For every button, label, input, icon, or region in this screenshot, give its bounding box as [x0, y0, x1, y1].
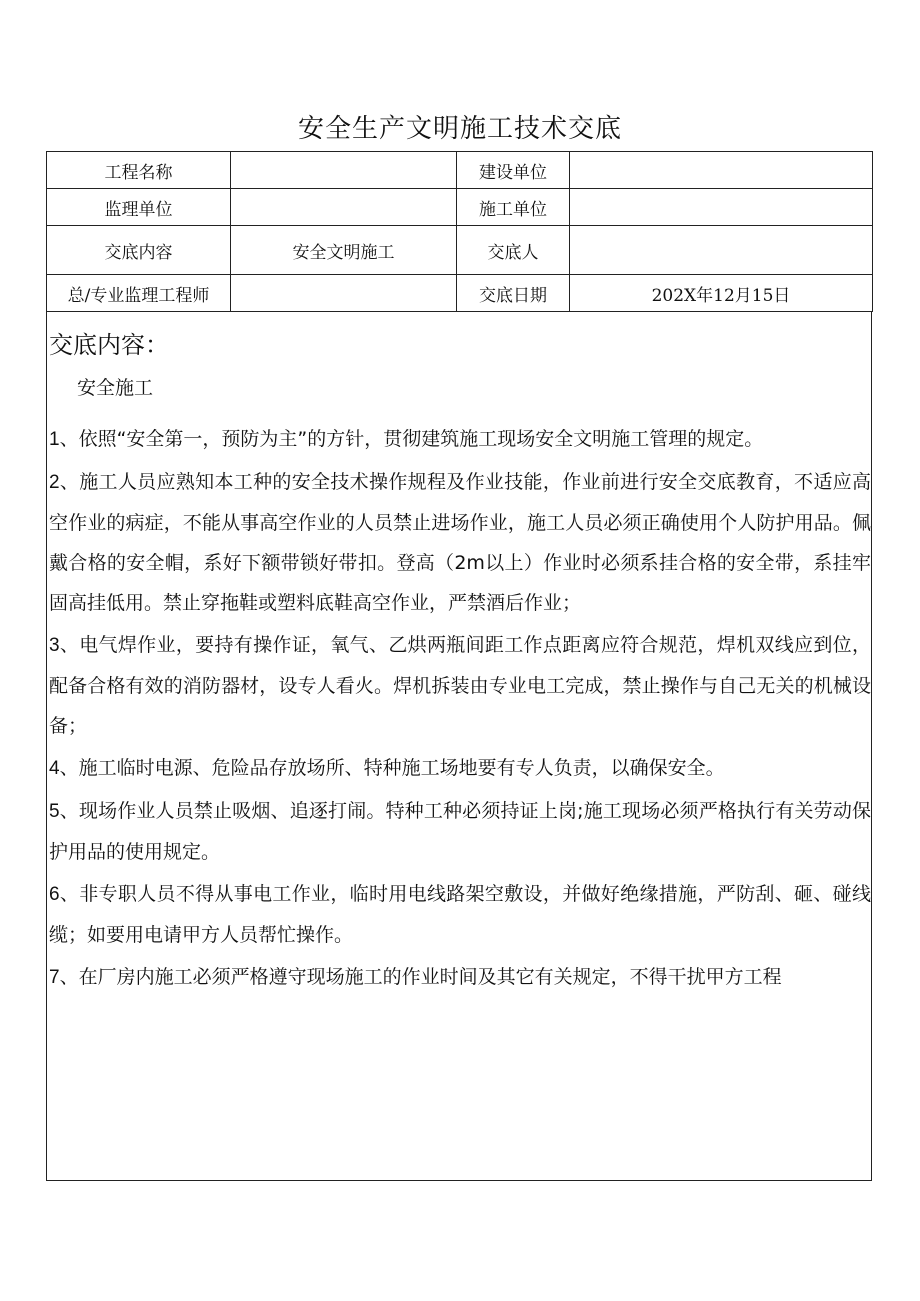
label-briefing-date: 交底日期 — [457, 275, 570, 312]
paragraph-item: 6、非专职人员不得从事电工作业，临时用电线路架空敷设，并做好绝缘措施，严防刮、砸、碰线缆；如要用电请甲方人员帮忙操作。 — [49, 883, 871, 946]
paragraph-item: 7、在厂房内施工必须严格遵守现场施工的作业时间及其它有关规定，不得干扰甲方工程 — [49, 966, 782, 988]
value-project-name — [231, 152, 457, 189]
value-briefing-content: 安全文明施工 — [231, 226, 457, 275]
content-heading: 交底内容： — [49, 331, 169, 359]
table-row — [47, 152, 873, 189]
content-box — [46, 311, 872, 1181]
paragraph-item: 5、现场作业人员禁止吸烟、追逐打闹。特种工种必须持证上岗;施工现场必须严格执行有关劳动保护用品的使用规定。 — [49, 800, 871, 863]
label-briefing-content: 交底内容 — [47, 226, 231, 275]
info-table — [46, 151, 873, 312]
value-chief-engineer — [231, 275, 457, 312]
paragraph-list — [49, 419, 871, 1000]
table-row — [47, 275, 873, 312]
label-chief-engineer: 总/专业监理工程师 — [47, 275, 231, 312]
paragraph-item: 1、依照“安全第一，预防为主”的方针，贯彻建筑施工现场安全文明施工管理的规定。 — [49, 428, 764, 450]
document-title: 安全生产文明施工技术交底 — [297, 114, 622, 144]
label-supervision-unit: 监理单位 — [47, 189, 231, 226]
value-owner-unit — [570, 152, 873, 189]
paragraph-item: 3、电气焊作业，要持有操作证，氧气、乙烘两瓶间距工作点距离应符合规范，焊机双线应到位，配备合格有效的消防器材，设专人看火。焊机拆装由专业电工完成，禁止操作与自己无关的机械设备； — [49, 634, 871, 737]
label-briefer: 交底人 — [457, 226, 570, 275]
value-supervision-unit — [231, 189, 457, 226]
paragraph-item: 4、施工临时电源、危险品存放场所、特种施工场地要有专人负责，以确保安全。 — [49, 757, 725, 779]
table-row — [47, 189, 873, 226]
label-owner-unit: 建设单位 — [457, 152, 570, 189]
paragraph-item: 2、施工人员应熟知本工种的安全技术操作规程及作业技能，作业前进行安全交底教育，不适应高空作业的病症，不能从事高空作业的人员禁止进场作业，施工人员必须正确使用个人防护用品。佩戴合格的安全帽，系好下额带锁好带扣。登高（2m以上）作业时必须系挂合格的安全带，系挂牢固高挂低用。禁止穿拖鞋或塑料底鞋高空作业，严禁酒后作业； — [49, 471, 871, 614]
value-construction-unit — [570, 189, 873, 226]
section-title: 安全施工 — [77, 377, 154, 399]
value-briefer — [570, 226, 873, 275]
label-project-name: 工程名称 — [47, 152, 231, 189]
value-briefing-date: 202X年12月15日 — [570, 275, 873, 312]
table-row — [47, 226, 873, 275]
label-construction-unit: 施工单位 — [457, 189, 570, 226]
